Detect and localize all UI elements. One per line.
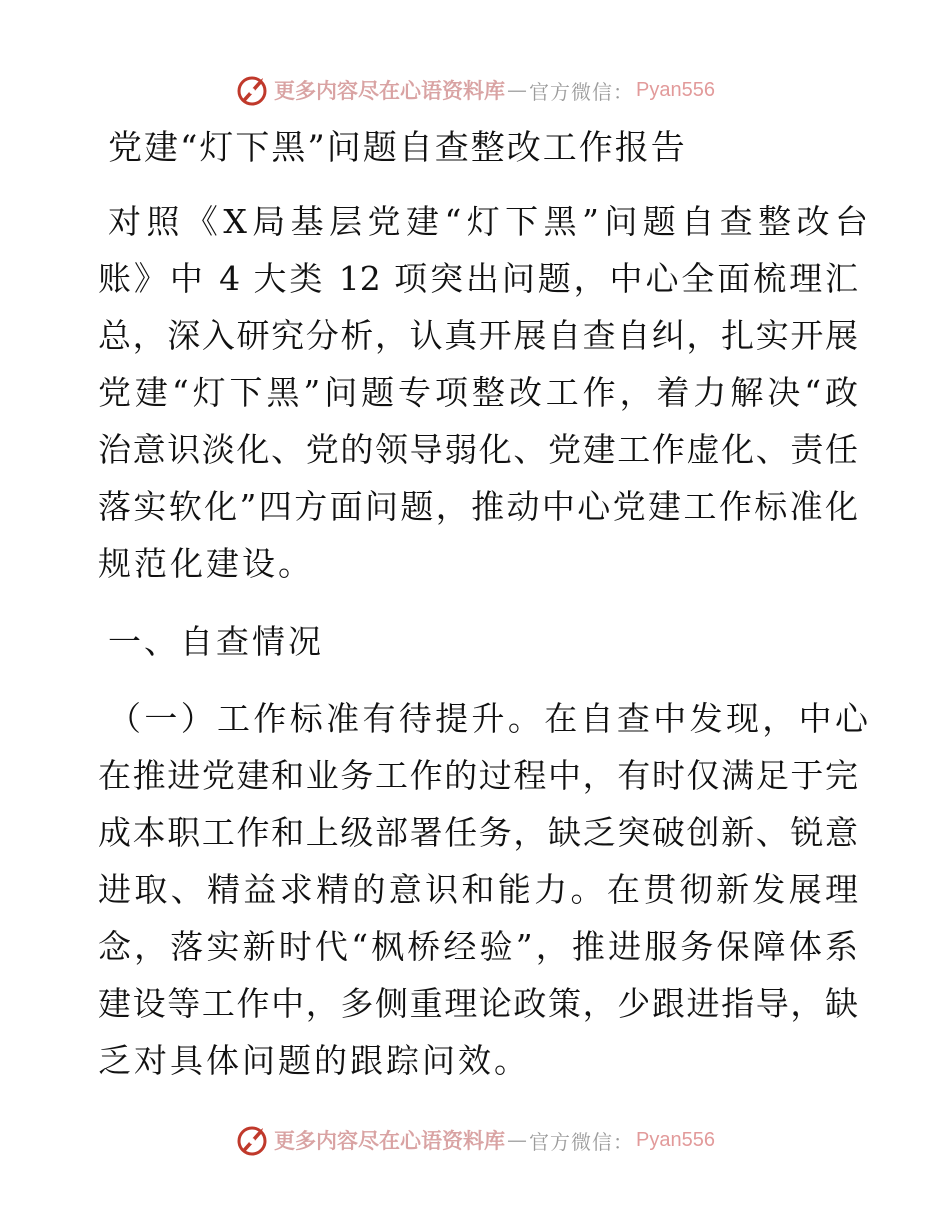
intro-line-6: 落实软化”四方面问题，推动中心党建工作标准化 <box>98 487 858 526</box>
watermark-wechat-id: Pyan556 <box>636 1128 715 1151</box>
watermark-wechat-id: Pyan556 <box>636 78 715 101</box>
section-line-2: 在推进党建和业务工作的过程中，有时仅满足于完 <box>98 756 858 795</box>
intro-line-1: 对照《X局基层党建“灯下黑”问题自查整改台 <box>108 202 868 241</box>
section-line-4: 进取、精益求精的意识和能力。在贯彻新发展理 <box>98 870 858 909</box>
footer-watermark <box>234 1120 715 1160</box>
watermark-text: 更多内容尽在心语资料库 <box>274 1128 505 1153</box>
section-line-5: 念，落实新时代“枫桥经验”，推进服务保障体系 <box>98 927 858 966</box>
section-line-6: 建设等工作中，多侧重理论政策，少跟进指导，缺 <box>98 984 858 1023</box>
intro-line-7: 规范化建设。 <box>98 544 314 583</box>
section-line-1: （一）工作标准有待提升。在自查中发现，中心 <box>108 699 868 738</box>
watermark-separator: — <box>507 1128 527 1152</box>
intro-line-2: 账》中 4 大类 12 项突出问题，中心全面梳理汇 <box>98 259 858 298</box>
intro-line-5: 治意识淡化、党的领导弱化、党建工作虚化、责任 <box>98 430 858 469</box>
watermark-official-label: 官方微信： <box>529 79 634 104</box>
section-heading: 一、自查情况 <box>108 622 324 661</box>
document-title: 党建“灯下黑”问题自查整改工作报告 <box>108 128 687 168</box>
intro-line-3: 总，深入研究分析，认真开展自查自纠，扎实开展 <box>98 316 858 355</box>
section-line-7: 乏对具体问题的跟踪问效。 <box>98 1041 530 1080</box>
watermark-separator: — <box>507 78 527 102</box>
pen-nib-circle-icon <box>234 1122 270 1158</box>
watermark-official-label: 官方微信： <box>529 1129 634 1154</box>
section-line-3: 成本职工作和上级部署任务，缺乏突破创新、锐意 <box>98 813 858 852</box>
watermark-text: 更多内容尽在心语资料库 <box>274 78 505 103</box>
header-watermark <box>234 70 715 110</box>
pen-nib-circle-icon <box>234 72 270 108</box>
intro-line-4: 党建“灯下黑”问题专项整改工作，着力解决“政 <box>98 373 858 412</box>
